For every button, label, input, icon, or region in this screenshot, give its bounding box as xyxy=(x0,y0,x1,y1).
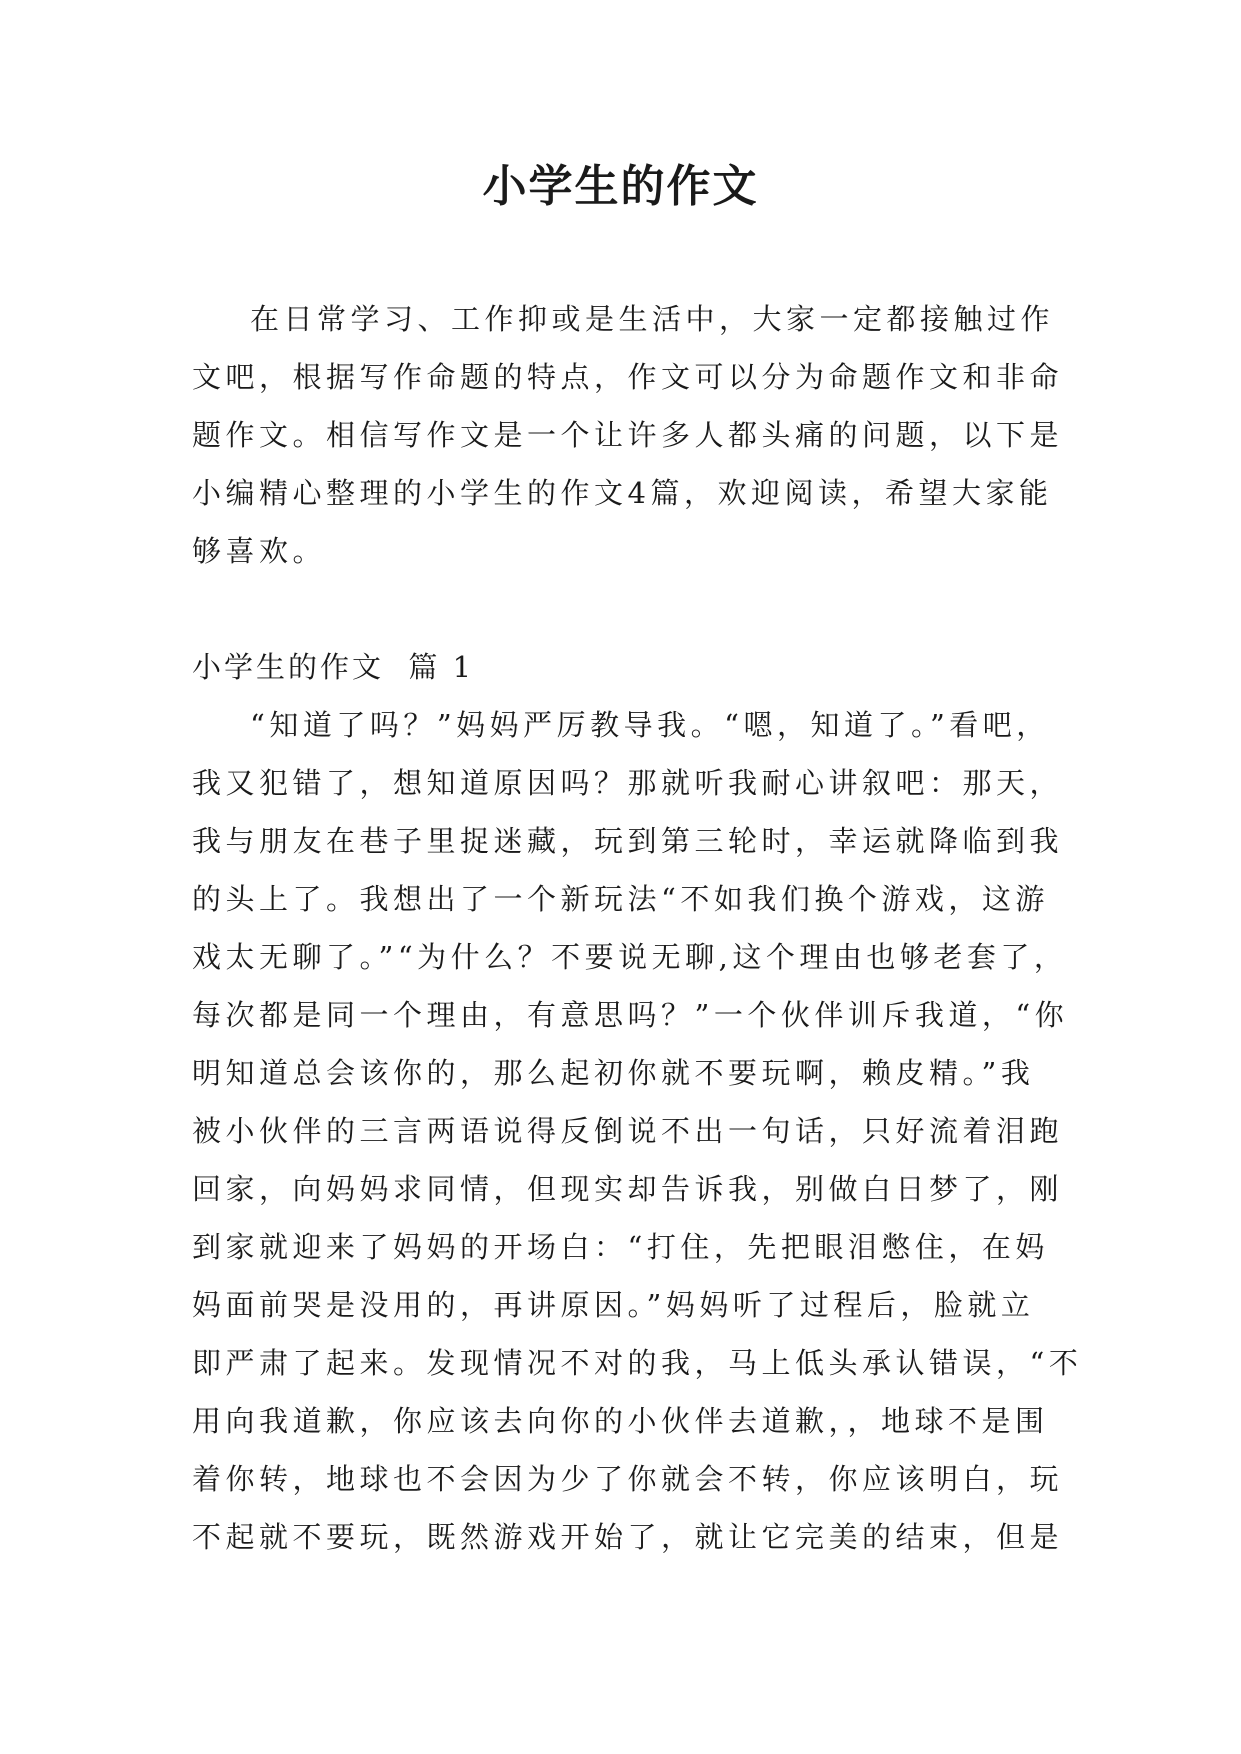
text-line: 用向我道歉，你应该去向你的小伙伴去道歉，，地球不是围 xyxy=(192,1404,1049,1438)
text-line: 够喜欢。 xyxy=(192,534,327,568)
text-line: 文吧，根据写作命题的特点，作文可以分为命题作文和非命 xyxy=(192,360,1064,394)
text-line: “知道了吗？”妈妈严厉教导我。“嗯，知道了。”看吧， xyxy=(250,708,1050,742)
essay-paragraph xyxy=(192,696,1083,1566)
text-line: 小编精心整理的小学生的作文4篇，欢迎阅读，希望大家能 xyxy=(192,476,1053,510)
text-line: 我又犯错了，想知道原因吗？那就听我耐心讲叙吧：那天， xyxy=(192,766,1064,800)
intro-paragraph xyxy=(192,290,1064,580)
text-line: 每次都是同一个理由，有意思吗？”一个伙伴训斥我道，“你 xyxy=(192,998,1069,1032)
text-line: 着你转，地球也不会因为少了你就会不转，你应该明白，玩 xyxy=(192,1462,1064,1496)
document-body xyxy=(192,290,1083,1566)
document-title: 小学生的作文 xyxy=(482,161,759,212)
section-heading: 小学生的作文 篇 1 xyxy=(192,650,475,684)
text-line: 回家，向妈妈求同情，但现实却告诉我，别做白日梦了，刚 xyxy=(192,1172,1064,1206)
text-line: 的头上了。我想出了一个新玩法“不如我们换个游戏，这游 xyxy=(192,882,1049,916)
text-line: 妈面前哭是没用的，再讲原因。”妈妈听了过程后，脸就立 xyxy=(192,1288,1035,1322)
text-line: 不起就不要玩，既然游戏开始了，就让它完美的结束，但是 xyxy=(192,1520,1064,1554)
text-line: 我与朋友在巷子里捉迷藏，玩到第三轮时，幸运就降临到我 xyxy=(192,824,1064,858)
text-line: 即严肃了起来。发现情况不对的我，马上低头承认错误，“不 xyxy=(192,1346,1083,1380)
text-line: 在日常学习、工作抑或是生活中，大家一定都接触过作 xyxy=(250,302,1055,336)
text-line: 题作文。相信写作文是一个让许多人都头痛的问题，以下是 xyxy=(192,418,1064,452)
text-line: 被小伙伴的三言两语说得反倒说不出一句话，只好流着泪跑 xyxy=(192,1114,1064,1148)
text-line: 戏太无聊了。”“为什么？不要说无聊,这个理由也够老套了， xyxy=(192,940,1068,974)
text-line: 到家就迎来了妈妈的开场白：“打住，先把眼泪憋住，在妈 xyxy=(192,1230,1049,1264)
text-line: 明知道总会该你的，那么起初你就不要玩啊，赖皮精。”我 xyxy=(192,1056,1035,1090)
